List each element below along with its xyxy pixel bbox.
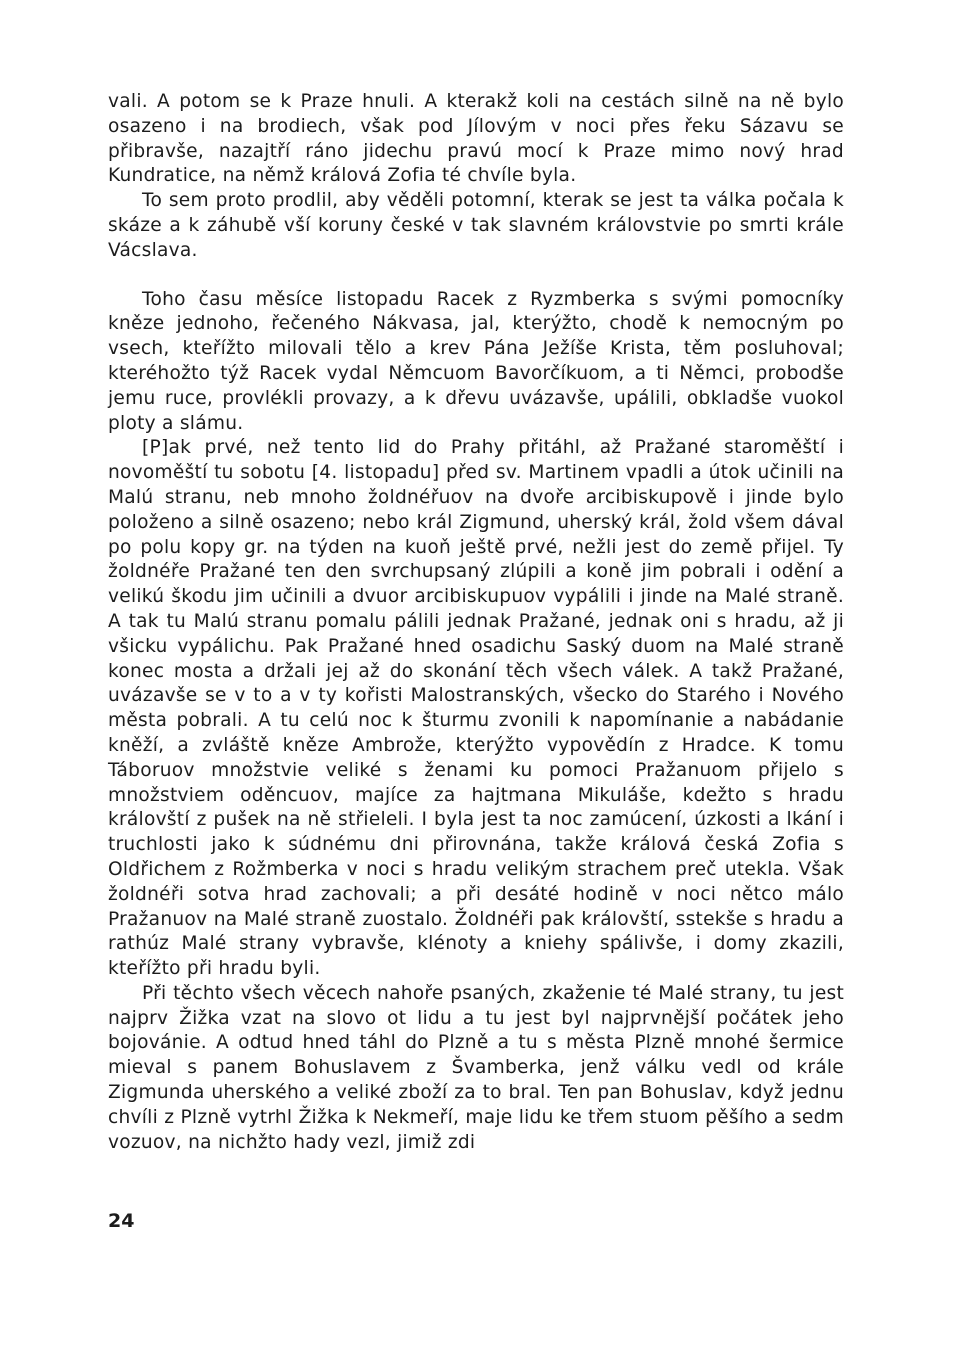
book-page (108, 90, 844, 1155)
paragraph-mala-strana-attack: [P]ak prvé, než tento lid do Prahy přitáhl, až Pražané staroměští i novoměští tu sobotu [4. listopadu] před sv. Martinem vpadli a útok učinili na Malú stranu, neb mnoho žoldnéřuov na dvoře arcibiskupově i jinde bylo položeno a silně osazeno; nebo král Zigmund, uherský král, žold všem dával po polu kopy gr. na týden na kuoň ještě prvé, nežli jest do země přijel. Ty žoldnéře Pražané ten den svrchupsaný zlúpili a koně jim pobrali i odění a velikú škodu jim učinili a dvuor arcibiskupuov vypálili i jinde na Malé straně. A tak tu Malú stranu pomalu pálili jednak Pražané, jednak oni s hradu, až ji všicku vypálichu. Pak Pražané hned osadichu Saský duom na Malé straně konec mosta a držali jej až do skonání těch všech válek. A takž Pražané, uvázavše se v to a v ty kořisti Malostranských, všecko do Starého i Nového města pobrali. A tu celú noc k šturmu zvonili k napomínanie a nabádanie kněží, a zvláště kněze Ambrože, kterýžto vypovědín z Hradce. K tomu Táboruov množstvie veliké s ženami ku pomoci Pražanuom přijelo s množstviem oděncuov, majíce za hajtmana Mikuláše, kdežto s hradu královští z pušek na ně střieleli. I byla jest ta noc zamúcení, úzkosti a lkání i truchlosti jako k súdnému dni přirovnána, takže králová česká Zofia s Oldřichem z Rožmberka v noci s hradu velikým strachem preč utekla. Však žoldnéři sotva hrad zachovali; a při desáté hodině v noci nětco málo Pražanuov na Malé straně zuostalo. Žoldnéři pak královští, sstekše s hradu a rathúz Malé strany vybravše, klénoty a kniehy spálivše, i domy zkazili, kteřížto při hradu byli. (108, 437, 844, 980)
page-number: 24 (108, 1210, 135, 1232)
paragraph-continuation: vali. A potom se k Praze hnuli. A kterakž koli na cestách silně na ně bylo osazeno i na brodiech, však pod Jílovým v noci přes řeku Sázavu se přibravše, nazajtří ráno jidechu pravú mocí k Praze mimo nový hrad Kundratice, na němž králová Zofia té chvíle byla. (108, 91, 844, 187)
paragraph-author-note: To sem proto prodlil, aby věděli potomní, kterak se jest ta válka počala k skáze a k záhubě vší koruny české v tak slavném královstvie po smrti krále Vácslava. (108, 190, 844, 261)
paragraph-zizka: Při těchto všech věcech nahoře psaných, zkaženie té Malé strany, tu jest najprv Žižka vzat na slovo ot lidu a tu jest byl najprvnější počátek jeho bojovánie. A odtud hned táhl do Plzně a tu s města Plzně mnohé šermice mieval s panem Bohuslavem z Švamberka, jenž válku vedl od krále Zigmunda uherského a veliké zboží za to bral. Ten pan Bohuslav, když jednu chvíli z Plzně vytrhl Žižka k Nekmeří, maje lidu ke třem stuom pěšího a sedm vozuov, na nichžto hady vezl, jimiž zdi (108, 982, 844, 1153)
paragraph-racek: Toho času měsíce listopadu Racek z Ryzmberka s svými pomocníky kněze jednoho, řečeného Nákvasa, jal, kterýžto, chodě k nemocným po vsech, kteřížto milovali tělo a krev Pána Ježíše Krista, těm posluhoval; kteréhožto týž Racek vydal Němcuom Bavorčíkuom, a ti Němci, probodše jemu ruce, provlékli provazy, a k dřevu uvázavše, upálili, obkladše vuokol ploty a slámu. (108, 288, 844, 434)
